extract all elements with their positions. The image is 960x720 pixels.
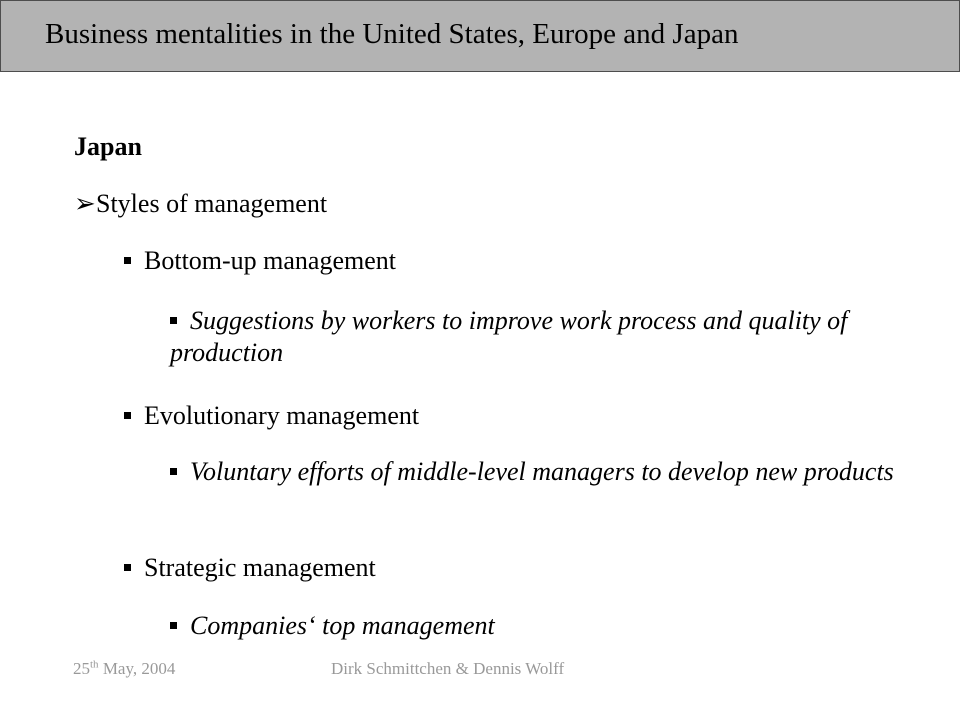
bullet-level3-text: Companies‘ top management <box>190 611 495 640</box>
square-bullet-icon <box>170 622 177 629</box>
bullet-level3-text: Suggestions by workers to improve work process and quality of production <box>170 306 848 367</box>
bullet-level2-text: Strategic management <box>144 553 376 582</box>
square-bullet-icon <box>124 564 131 571</box>
bullet-level2 <box>124 245 396 277</box>
footer-date-rest: May, 2004 <box>98 659 176 678</box>
square-bullet-icon <box>170 468 177 475</box>
slide-title: Business mentalities in the United States, Europe and Japan <box>45 18 739 50</box>
bullet-level2-text: Bottom-up management <box>144 246 397 275</box>
bullet-level2 <box>124 552 376 584</box>
bullet-level3 <box>170 610 910 642</box>
footer-date-suffix: th <box>90 658 99 671</box>
section-heading: Japan <box>74 132 142 161</box>
square-bullet-icon <box>170 317 177 324</box>
bullet-level2-text: Evolutionary management <box>144 401 420 430</box>
arrow-bullet-icon: ➢ <box>74 189 96 218</box>
bullet-level3 <box>170 305 910 369</box>
square-bullet-icon <box>124 257 131 264</box>
bullet-level2 <box>124 400 419 432</box>
square-bullet-icon <box>124 412 131 419</box>
bullet-level3 <box>170 456 910 488</box>
footer-date-day: 25 <box>73 659 90 678</box>
bullet-level3-text: Voluntary efforts of middle-level managers to develop new products <box>190 457 894 486</box>
footer-authors: Dirk Schmittchen & Dennis Wolff <box>331 659 565 678</box>
bullet-level1-text: Styles of management <box>96 189 328 218</box>
footer-date <box>73 658 175 680</box>
bullet-level1 <box>74 188 327 220</box>
